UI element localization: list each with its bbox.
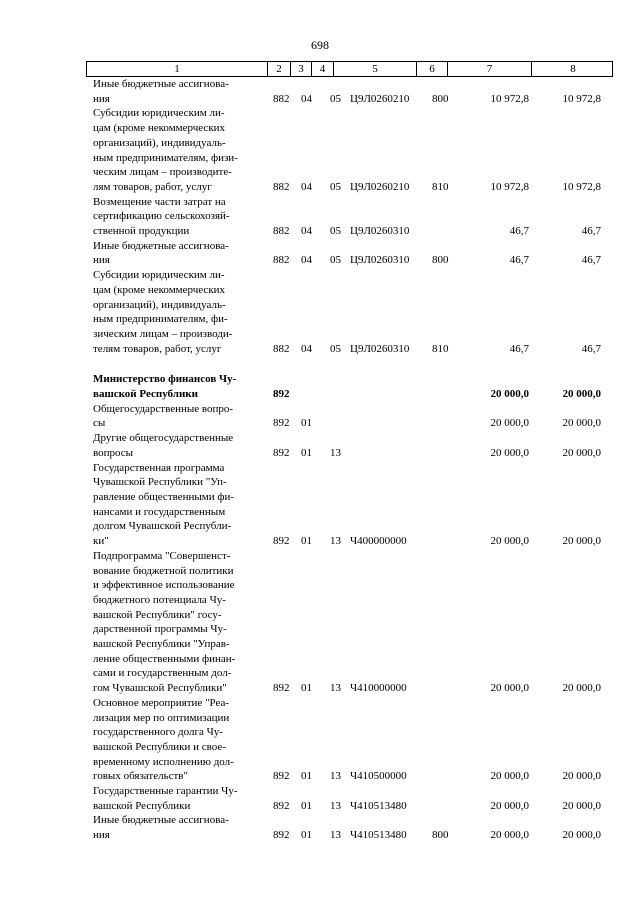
row-c5: Ч410513480	[350, 829, 407, 842]
row-c4: 05	[330, 254, 341, 267]
row-name: Субсидии юридическим ли- цам (кроме некоммерческих организаций), индивидуаль- ным предпринимателям, фи- зическим лицам – производи- телям товаров, работ, услуг	[93, 269, 233, 355]
row-c4: 13	[330, 446, 341, 459]
table-body	[86, 77, 613, 843]
row-c2: 892	[273, 829, 290, 842]
row-c8: 20 000,0	[562, 446, 601, 459]
row-c8: 10 972,8	[562, 92, 601, 105]
table-row	[86, 195, 613, 239]
header-col-8: 8	[570, 63, 576, 75]
row-c3: 01	[301, 417, 312, 430]
row-c2: 892	[273, 770, 290, 783]
row-c3: 04	[301, 180, 312, 193]
table-row	[86, 402, 613, 431]
row-c8: 20 000,0	[562, 770, 601, 783]
header-col-7: 7	[448, 62, 532, 76]
row-c8: 20 000,0	[562, 829, 601, 842]
table-row	[86, 106, 613, 194]
table-row	[86, 461, 613, 549]
row-c3: 01	[301, 770, 312, 783]
row-c4: 13	[330, 535, 341, 548]
row-name: Государственная программа Чувашской Республики "Уп- равление общественными фи- нансами и государственным долгом Чувашской Республи- ки"	[93, 461, 235, 548]
row-c3: 01	[301, 682, 312, 695]
header-col-2: 2	[268, 62, 291, 76]
header-col-4: 4	[312, 62, 334, 76]
row-c7: 20 000,0	[490, 535, 529, 548]
table-row	[86, 372, 613, 401]
row-c7: 20 000,0	[490, 417, 529, 430]
row-c5: Ц9Л0260310	[350, 342, 410, 355]
row-c5: Ц9Л0260210	[350, 180, 410, 193]
row-c8: 46,7	[581, 225, 601, 238]
row-name: Другие общегосударственные вопросы	[93, 432, 234, 459]
row-c8: 10 972,8	[562, 180, 601, 193]
row-c2: 892	[273, 417, 290, 430]
row-c8: 20 000,0	[562, 388, 601, 401]
row-c4: 05	[330, 180, 341, 193]
row-c7: 20 000,0	[490, 446, 529, 459]
row-c7: 20 000,0	[490, 829, 529, 842]
row-c8: 46,7	[581, 254, 601, 267]
table-header	[86, 61, 613, 77]
row-c2: 892	[273, 799, 290, 812]
row-name: Основное мероприятие "Реа- лизация мер по оптимизации государственного долга Чу- вашской Республики и свое- временному исполнению дол- говых обязательств"	[93, 696, 234, 783]
row-c5: Ч410500000	[350, 770, 407, 783]
row-name: Возмещение части затрат на сертификацию сельскохозяй- ственной продукции	[93, 195, 230, 238]
row-c6: 800	[432, 254, 449, 267]
row-name: Иные бюджетные ассигнова- ния	[93, 814, 229, 842]
header-col-3: 3	[291, 62, 312, 76]
row-c4: 05	[330, 225, 341, 238]
row-c3: 04	[301, 92, 312, 105]
row-c7: 46,7	[509, 342, 529, 355]
table-row	[86, 784, 613, 813]
row-c7: 46,7	[509, 254, 529, 267]
row-c6: 800	[432, 829, 449, 842]
row-c8: 20 000,0	[562, 417, 601, 430]
row-c7: 20 000,0	[490, 799, 529, 812]
row-name: Общегосударственные вопро- сы	[93, 402, 234, 430]
row-c2: 892	[273, 388, 290, 401]
row-c4: 13	[330, 682, 341, 695]
row-c2: 892	[273, 446, 290, 459]
header-col-6: 6	[417, 62, 448, 76]
row-c3: 01	[301, 799, 312, 812]
row-c3: 04	[301, 342, 312, 355]
row-name: Министерство финансов Чу- вашской Республики	[93, 373, 237, 401]
header-col-5: 5	[334, 62, 417, 76]
row-c5: Ц9Л0260310	[350, 225, 410, 238]
row-c5: Ц9Л0260210	[350, 92, 410, 105]
row-name: Субсидии юридическим ли- цам (кроме некоммерческих организаций), индивидуаль- ным предпринимателям, физи- ческим лицам – производите- лям товаров, работ, услуг	[93, 107, 238, 193]
table-row	[86, 431, 613, 460]
row-c4: 05	[330, 92, 341, 105]
row-c7: 10 972,8	[490, 92, 529, 105]
row-c6: 800	[432, 92, 449, 105]
row-c2: 892	[273, 682, 290, 695]
row-c8: 46,7	[581, 342, 601, 355]
row-c7: 20 000,0	[490, 682, 529, 695]
row-c3: 04	[301, 225, 312, 238]
row-c5: Ч400000000	[350, 535, 407, 548]
row-c2: 882	[273, 225, 290, 238]
page-number: 698	[311, 38, 329, 52]
row-name: Государственные гарантии Чу- вашской Республики	[93, 785, 238, 812]
table-row	[86, 268, 613, 356]
table-row	[86, 696, 613, 784]
row-c7: 10 972,8	[490, 180, 529, 193]
row-c7: 20 000,0	[490, 388, 529, 401]
row-name: Подпрограмма "Совершенст- вование бюджетной политики и эффективное использование бюджетного потенциала Чу- вашской Республики" госу- дарственной программы Чу- вашской Республики "Управ- ление общественными финан- сами и государственным дол- гом Чувашской Республики"	[93, 549, 236, 695]
row-c6: 810	[432, 180, 449, 193]
row-c3: 04	[301, 254, 312, 267]
table-row	[86, 549, 613, 696]
row-name: Иные бюджетные ассигнова- ния	[93, 78, 229, 105]
row-c2: 882	[273, 180, 290, 193]
row-c2: 882	[273, 254, 290, 267]
row-c4: 13	[330, 799, 341, 812]
row-c7: 46,7	[509, 225, 529, 238]
row-c2: 882	[273, 92, 290, 105]
table-row	[86, 77, 613, 106]
row-c3: 01	[301, 446, 312, 459]
row-name: Иные бюджетные ассигнова- ния	[93, 239, 229, 267]
row-c2: 882	[273, 342, 290, 355]
row-c8: 20 000,0	[562, 799, 601, 812]
row-c6: 810	[432, 342, 449, 355]
section-gap	[86, 356, 613, 372]
row-c4: 13	[330, 829, 341, 842]
row-c5: Ч410513480	[350, 799, 407, 812]
row-c7: 20 000,0	[490, 770, 529, 783]
row-c4: 05	[330, 342, 341, 355]
budget-table	[86, 61, 613, 843]
row-c5: Ц9Л0260310	[350, 254, 410, 267]
row-c8: 20 000,0	[562, 535, 601, 548]
row-c3: 01	[301, 535, 312, 548]
row-c4: 13	[330, 770, 341, 783]
row-c8: 20 000,0	[562, 682, 601, 695]
header-col-1: 1	[87, 62, 268, 76]
table-row	[86, 239, 613, 268]
row-c2: 892	[273, 535, 290, 548]
row-c3: 01	[301, 829, 312, 842]
table-row	[86, 813, 613, 842]
row-c5: Ч410000000	[350, 682, 407, 695]
